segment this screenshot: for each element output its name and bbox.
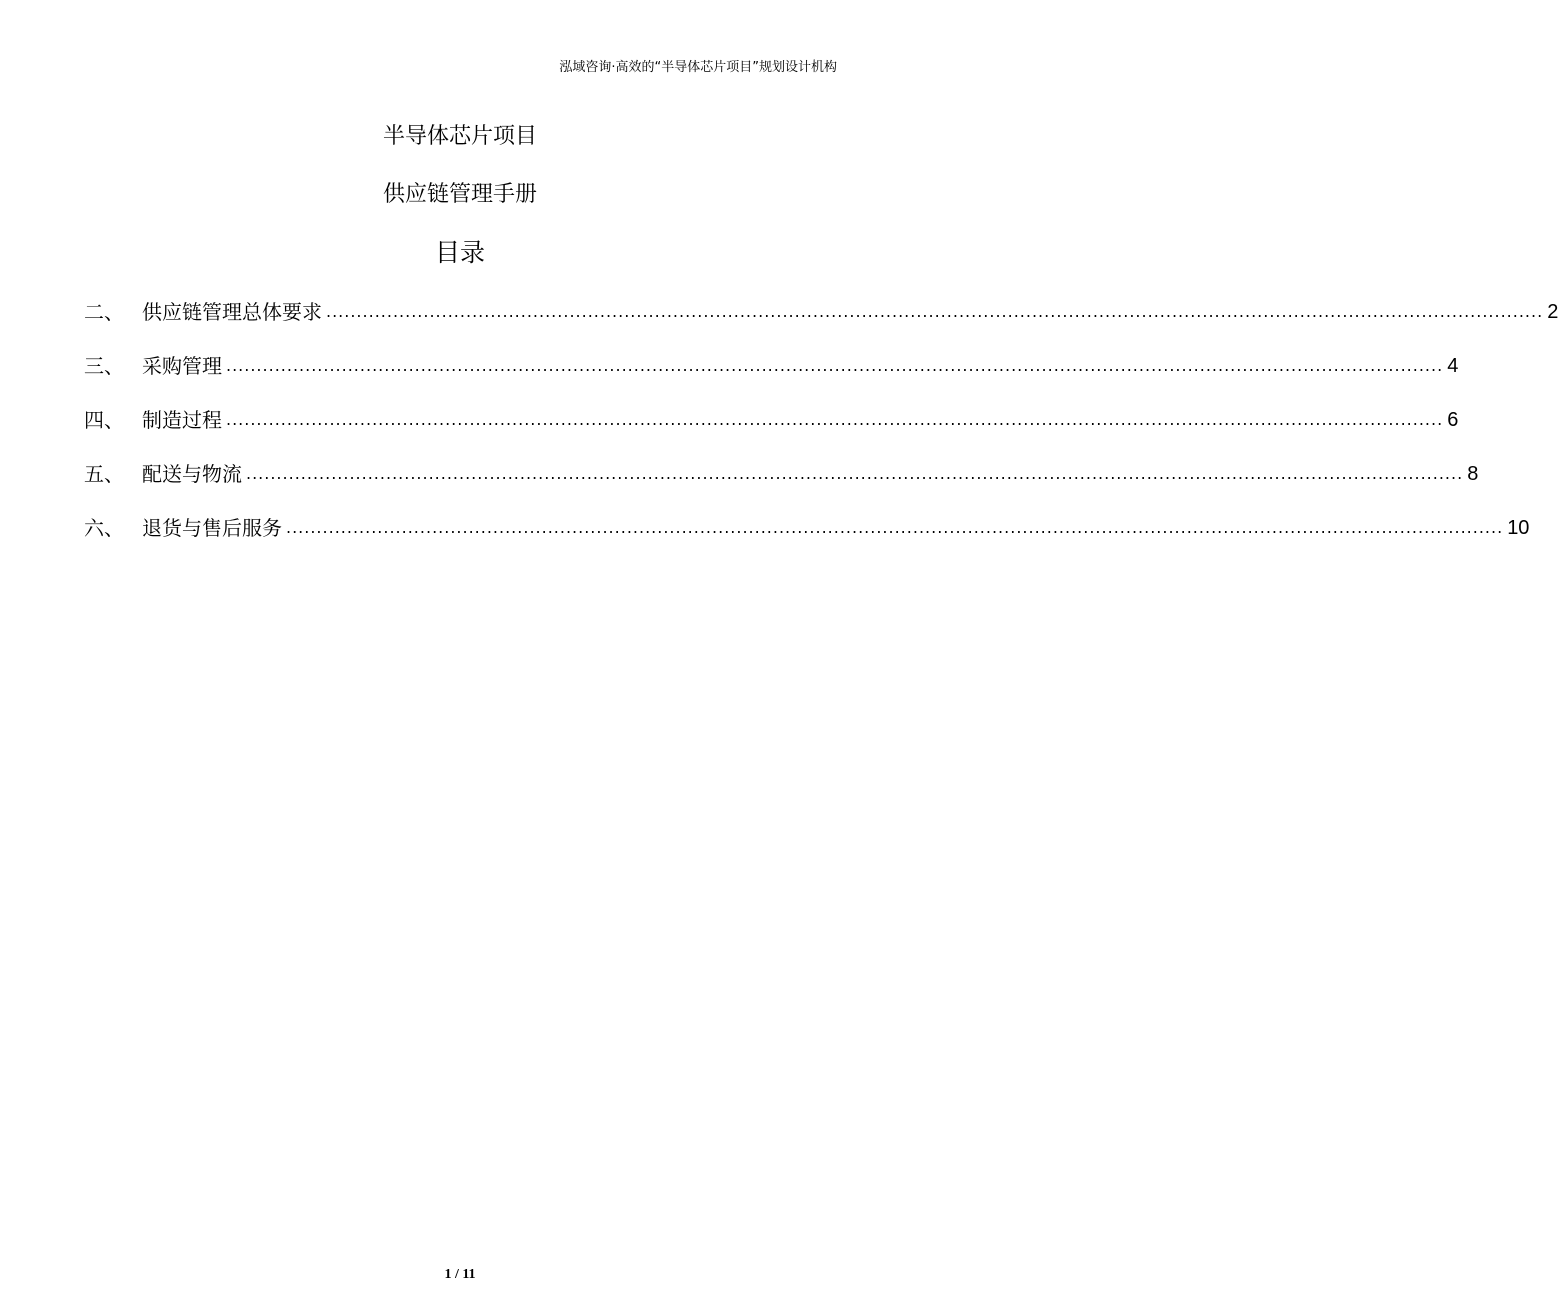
toc-entry[interactable] bbox=[84, 452, 1479, 488]
toc-dot-leader: ........................................................................................................................................................................................................ bbox=[246, 464, 1464, 483]
toc-entry[interactable] bbox=[84, 398, 1459, 434]
toc-entry-number: 五、 bbox=[84, 462, 124, 486]
toc-entry[interactable] bbox=[84, 290, 1558, 326]
toc-dot-leader: ........................................................................................................................................................................................................ bbox=[326, 302, 1544, 321]
toc-dot-leader: ........................................................................................................................................................................................................ bbox=[226, 356, 1444, 375]
toc-heading: 目录 bbox=[434, 238, 485, 267]
toc-entry-title: 配送与物流 bbox=[142, 462, 242, 486]
toc-dot-leader: ........................................................................................................................................................................................................ bbox=[226, 410, 1444, 429]
toc-entry-page: 2 bbox=[1547, 301, 1558, 323]
toc-entry-title: 退货与售后服务 bbox=[142, 516, 282, 540]
project-title: 半导体芯片项目 bbox=[382, 124, 537, 149]
toc-entry-page: 4 bbox=[1447, 355, 1459, 377]
toc-entry-number: 四、 bbox=[84, 408, 124, 432]
toc-entry[interactable] bbox=[84, 344, 1459, 380]
page-indicator: 1 / 11 bbox=[444, 1267, 476, 1282]
header-text: 泓域咨询·高效的“半导体芯片项目”规划设计机构 bbox=[559, 60, 837, 75]
toc-entry-number: 二、 bbox=[84, 300, 124, 324]
toc-entry-title: 供应链管理总体要求 bbox=[142, 300, 322, 324]
table-of-contents bbox=[84, 290, 1558, 560]
toc-entry-page: 10 bbox=[1507, 517, 1530, 539]
toc-entry-page: 8 bbox=[1467, 463, 1479, 485]
toc-entry-page: 6 bbox=[1447, 409, 1459, 431]
toc-entry-title: 采购管理 bbox=[142, 354, 222, 378]
toc-entry-number: 六、 bbox=[84, 516, 124, 540]
toc-dot-leader: ........................................................................................................................................................................................................ bbox=[286, 518, 1504, 537]
toc-entry[interactable] bbox=[84, 506, 1530, 542]
toc-entry-title: 制造过程 bbox=[142, 408, 222, 432]
toc-entry-number: 三、 bbox=[84, 354, 124, 378]
manual-title: 供应链管理手册 bbox=[382, 182, 537, 207]
